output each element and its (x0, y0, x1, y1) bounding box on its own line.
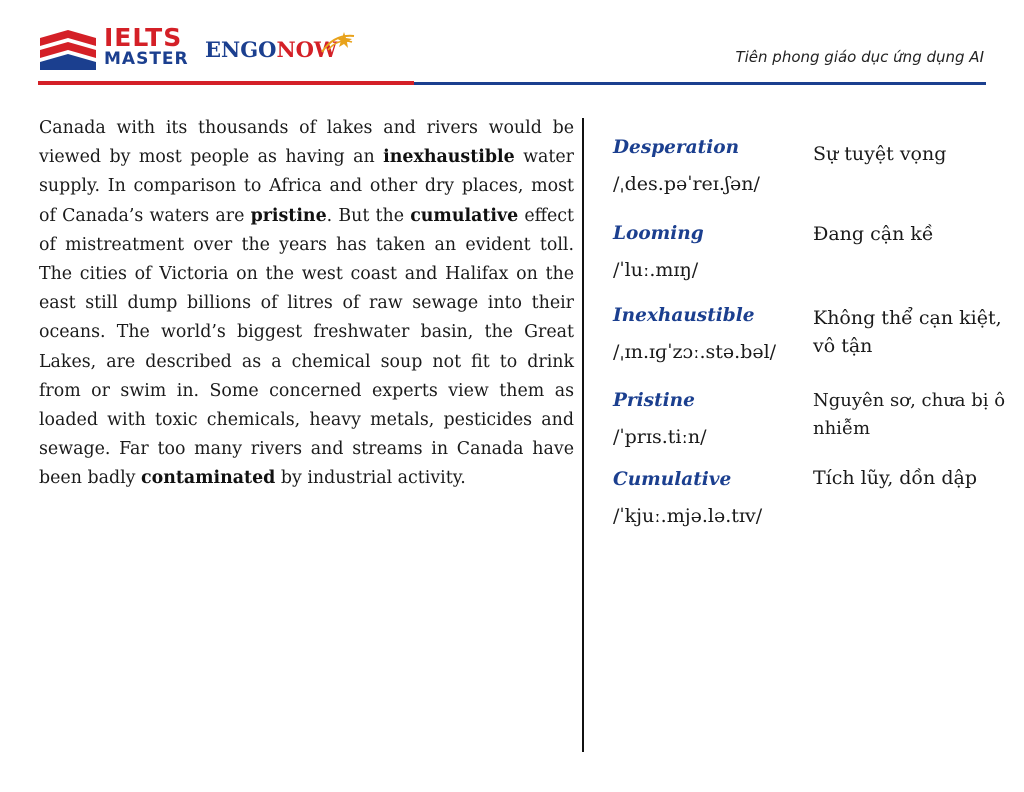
sparkle-icon (318, 30, 358, 54)
vocab-entry (613, 302, 1013, 387)
vocab-ipa: /ˈluː.mɪŋ/ (613, 259, 699, 281)
vocab-entry (613, 220, 1013, 302)
vocab-word: Pristine (613, 390, 695, 411)
logo-master-text: MASTER (104, 49, 189, 69)
passage-text: effect of mistreatment over the years has taken an evident toll. The cities of Victoria on the west coast and Halifax on the east still dump billions of litres of raw sewage into their oceans. The world’s biggest freshwater basin, the Great Lakes, are described as a chemical soup not fit to drink from or swim in. Some concerned experts view them as loaded with toxic chemicals, heavy metals, pesticides and sewage. Far too many rivers and streams in Canada have been badly (39, 205, 575, 489)
vocab-word: Desperation (613, 137, 740, 158)
header-rule-blue (414, 82, 986, 85)
engonow-logo-part1: ENGO (205, 37, 277, 62)
reading-passage (39, 114, 574, 494)
vocab-word: Looming (613, 223, 704, 244)
highlighted-word: contaminated (141, 468, 276, 489)
vocab-ipa: /ˈkjuː.mjə.lə.tɪv/ (613, 505, 763, 527)
vocab-ipa: /ˈprɪs.tiːn/ (613, 426, 707, 448)
vocab-word: Cumulative (613, 469, 732, 490)
engonow-logo-part2: NOW (276, 37, 338, 62)
highlighted-word: inexhaustible (383, 147, 515, 168)
vocabulary-list (613, 134, 1013, 546)
vocab-ipa: /ˌɪn.ɪɡˈzɔː.stə.bəl/ (613, 341, 777, 363)
vocab-word: Inexhaustible (613, 305, 755, 326)
logo-ielts-text: IELTS (104, 23, 183, 52)
vocab-meaning: Không thể cạn kiệt, vô tận (813, 307, 1002, 357)
ielts-master-logo-icon (38, 24, 100, 72)
vocab-entry (613, 466, 1013, 546)
column-divider (582, 118, 584, 752)
vocab-entry (613, 387, 1013, 466)
passage-text: water supply. In comparison to Africa and other dry places, most of Canada’s waters are (39, 147, 574, 226)
highlighted-word: pristine (250, 205, 327, 226)
vocab-ipa: /ˌdes.pəˈreɪ.ʃən/ (613, 173, 760, 195)
vocab-meaning: Sự tuyệt vọng (813, 143, 947, 165)
passage-text: . But the (326, 205, 411, 226)
passage-text: Canada with its thousands of lakes and rivers would be viewed by most people as having an (39, 118, 574, 168)
vocab-meaning: Tích lũy, dồn dập (813, 467, 977, 489)
vocab-meaning: Đang cận kề (813, 223, 934, 245)
tagline: Tiên phong giáo dục ứng dụng AI (735, 48, 984, 66)
vocab-entry (613, 134, 1013, 220)
header-rule-red (38, 81, 414, 85)
page-header (0, 0, 1024, 90)
vocab-meaning: Nguyên sơ, chưa bị ô nhiễm (813, 390, 1006, 439)
passage-text: by industrial activity. (275, 468, 466, 489)
highlighted-word: cumulative (410, 205, 519, 226)
